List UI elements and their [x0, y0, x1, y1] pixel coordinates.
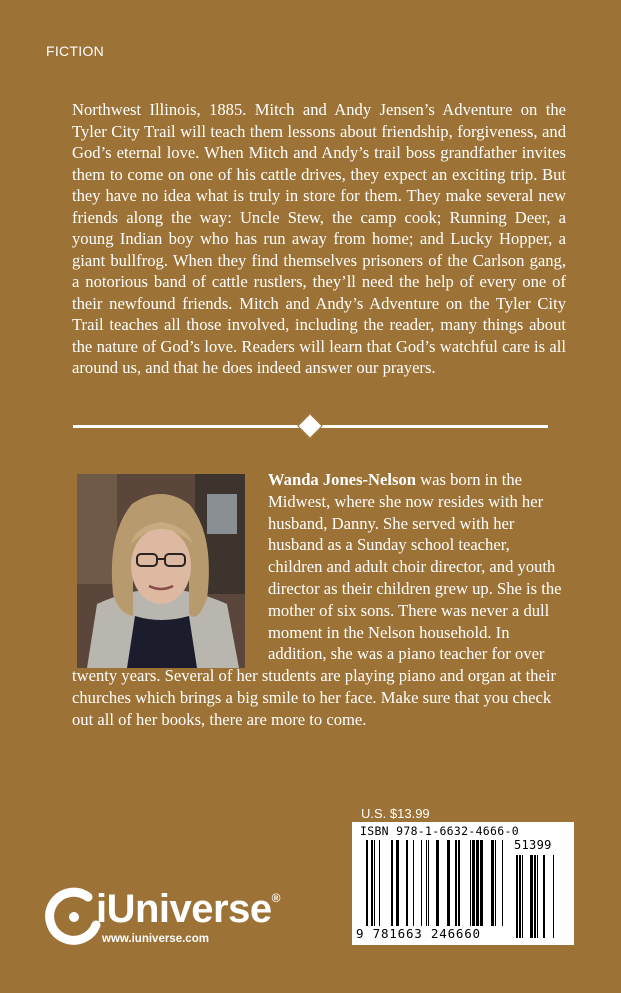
isbn-text: ISBN 978-1-6632-4666-0	[360, 824, 519, 838]
barcode-bar	[379, 840, 380, 926]
barcode-bar	[553, 855, 554, 938]
barcode-bar	[428, 840, 429, 926]
barcode-bar	[470, 840, 471, 926]
barcode-bar	[396, 840, 399, 926]
price-label: U.S. $13.99	[361, 806, 430, 821]
barcode-bar	[455, 840, 457, 926]
barcode-bar	[516, 855, 518, 938]
barcode-bar	[495, 840, 496, 926]
barcode-bar	[458, 840, 460, 926]
barcode-bar	[374, 840, 375, 926]
section-divider	[73, 415, 548, 437]
barcode-bar	[534, 855, 536, 938]
ean-digits: 9 781663 246660	[356, 926, 481, 941]
barcode-bar	[537, 855, 538, 938]
barcode-bar	[406, 840, 408, 926]
barcode-bar	[366, 840, 368, 926]
barcode-bar	[391, 840, 393, 926]
iuniverse-swirl-icon	[44, 885, 104, 945]
blurb-text: Northwest Illinois, 1885. Mitch and Andy Jensen’s Adventure on the Tyler City Trail will teach them lessons about friendship, forgiveness, and God’s eternal love. When Mitch and Andy’s trail boss grandfather invites them to come on one of his cattle drives, they expect an exciting trip. But they have no idea what is truly in store for them. They make several new friends along the way: Uncle Stew, the camp cook; Running Deer, a young Indian boy who has run away from home; and Lucky Hopper, a giant bullfrog. When they find themselves prisoners of the Carlson gang, a notorious band of cattle rustlers, they’ll need the help of every one of their newfound friends. Mitch and Andy’s Adventure on the Tyler City Trail teaches all those involved, including the reader, many things about the nature of God’s love. Readers will learn that God’s watchful care is all around us, and that he does indeed answer our prayers.	[72, 100, 566, 377]
book-blurb	[72, 99, 566, 379]
barcode-bar	[519, 855, 521, 938]
author-name: Wanda Jones-Nelson	[268, 470, 416, 489]
price-addon-digits: 51399	[514, 838, 552, 852]
barcode-bar	[480, 840, 483, 926]
diamond-ornament-icon	[297, 413, 322, 438]
barcode-bar	[502, 840, 503, 926]
barcode-bar	[426, 840, 427, 926]
barcode-bar	[476, 840, 479, 926]
barcode-bar	[491, 840, 494, 926]
genre-label: FICTION	[46, 43, 105, 59]
publisher-name: iUniverse®	[96, 887, 280, 931]
barcode-bar	[421, 840, 422, 926]
barcode-bar	[413, 840, 414, 926]
publisher-url: www.iuniverse.com	[102, 933, 209, 945]
barcode-bar	[436, 840, 439, 926]
barcode-bar	[371, 840, 373, 926]
registered-mark: ®	[271, 891, 280, 905]
barcode	[352, 822, 574, 945]
barcode-bar	[543, 855, 545, 938]
author-bio	[72, 469, 566, 731]
barcode-bar	[522, 855, 523, 938]
publisher-logo	[44, 885, 304, 955]
author-bio-text: was born in the Midwest, where she now resides with her husband, Danny. She served with her husband as a Sunday school teacher, children and adult choir director, and youth director as their children grew up. She is the mother of six sons. There was never a dull moment in the Nelson household. In addition, she was a piano teacher for over twenty years. Several of her students are playing piano and organ at their churches which brings a big smile to her face. Make sure that you check out all of her books, there are more to come.	[72, 470, 562, 729]
barcode-bar	[530, 855, 533, 938]
barcode-bar	[472, 840, 475, 926]
barcode-bar	[447, 840, 450, 926]
